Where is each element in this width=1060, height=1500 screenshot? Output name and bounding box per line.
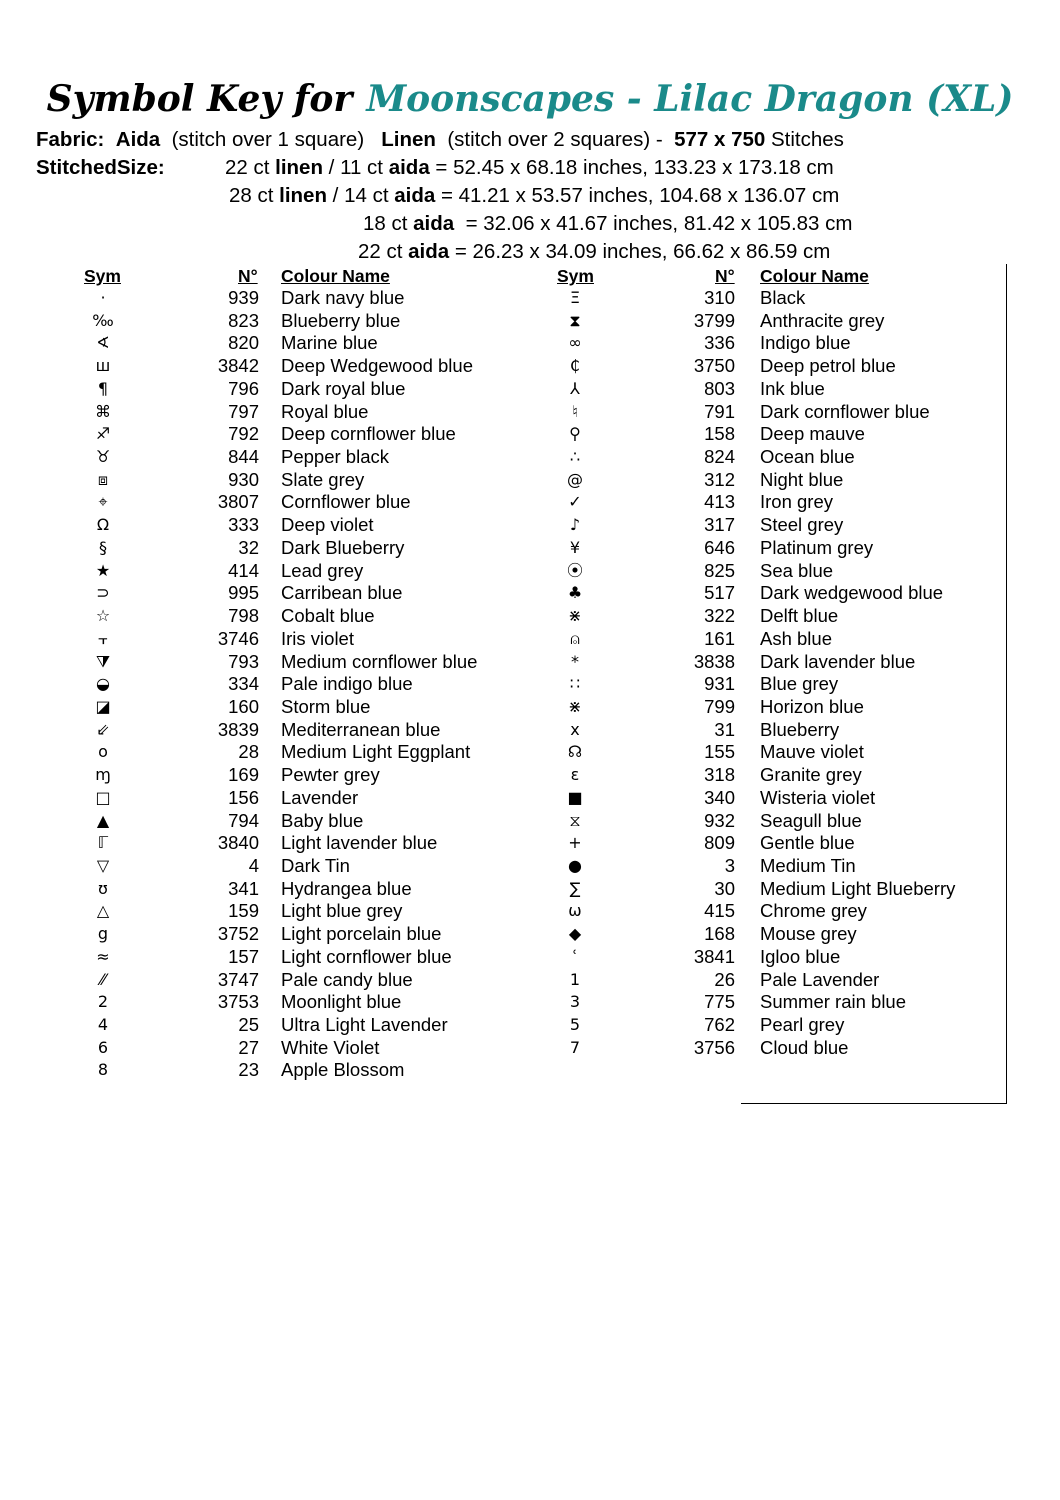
colour-name: Moonlight blue bbox=[281, 991, 402, 1013]
colour-name: Pewter grey bbox=[281, 764, 380, 786]
stitched-size-line: 28 ct linen / 14 ct aida = 41.21 x 53.57 inches, 104.68 x 136.07 cm bbox=[229, 184, 840, 207]
dmc-number: 796 bbox=[228, 377, 259, 399]
symbol-glyph: ɛ bbox=[570, 765, 580, 785]
colour-name: Seagull blue bbox=[760, 809, 862, 831]
header-num-right: N° bbox=[715, 266, 735, 286]
colour-name: Medium cornflower blue bbox=[281, 650, 478, 672]
symbol-glyph: ◪ bbox=[95, 696, 111, 716]
stitched-size-label bbox=[36, 155, 165, 181]
symbol-glyph: g bbox=[97, 924, 109, 944]
stitched-size-line: 18 ct aida = 32.06 x 41.67 inches, 81.42 x 105.83 cm bbox=[363, 212, 853, 235]
colour-name: Light lavender blue bbox=[281, 832, 438, 854]
colour-name: Medium Light Blueberry bbox=[760, 877, 956, 899]
symbol-glyph: @ bbox=[567, 469, 583, 489]
symbol-glyph: ∷ bbox=[569, 674, 581, 694]
symbol-glyph: ● bbox=[568, 855, 582, 875]
symbol-glyph: ¶ bbox=[97, 378, 109, 398]
dmc-number: 30 bbox=[714, 877, 735, 899]
symbol-glyph: ⍝ bbox=[570, 628, 580, 648]
dmc-number: 157 bbox=[228, 945, 259, 967]
pattern-name: Moonscapes - Lilac Dragon (XL) bbox=[366, 78, 1014, 120]
colour-name: White Violet bbox=[281, 1036, 380, 1058]
symbol-glyph: 7 bbox=[569, 1037, 581, 1057]
symbol-glyph: 8 bbox=[97, 1060, 109, 1080]
symbol-glyph: ≈ bbox=[96, 946, 110, 966]
colour-name: Igloo blue bbox=[760, 945, 841, 967]
symbol-glyph: 1 bbox=[569, 969, 581, 989]
table-bottom-border bbox=[741, 1103, 1007, 1104]
dmc-number: 820 bbox=[228, 332, 259, 354]
colour-name: Chrome grey bbox=[760, 900, 867, 922]
dmc-number: 794 bbox=[228, 809, 259, 831]
dmc-number: 318 bbox=[704, 764, 735, 786]
dmc-number: 333 bbox=[228, 514, 259, 536]
colour-name: Light blue grey bbox=[281, 900, 403, 922]
dmc-number: 932 bbox=[704, 809, 735, 831]
dmc-number: 797 bbox=[228, 400, 259, 422]
fabric-aida: Aida bbox=[115, 128, 161, 151]
dmc-number: 930 bbox=[228, 468, 259, 490]
symbol-glyph: ‰ bbox=[92, 310, 114, 330]
dmc-number: 155 bbox=[704, 741, 735, 763]
fabric-linen: Linen bbox=[381, 128, 436, 151]
colour-name: Carribean blue bbox=[281, 582, 403, 604]
symbol-glyph: ℾ bbox=[97, 833, 109, 853]
dmc-number: 156 bbox=[228, 786, 259, 808]
colour-name: Deep mauve bbox=[760, 423, 865, 445]
dmc-number: 3840 bbox=[217, 832, 259, 854]
colour-name: Storm blue bbox=[281, 695, 371, 717]
dmc-number: 825 bbox=[704, 559, 735, 581]
colour-name: Ocean blue bbox=[760, 446, 855, 468]
symbol-glyph: ⋇ bbox=[568, 696, 582, 716]
colour-name: Slate grey bbox=[281, 468, 365, 490]
symbol-glyph: ш bbox=[95, 356, 111, 376]
dmc-number: 844 bbox=[228, 446, 259, 468]
symbol-glyph: ⧈ bbox=[97, 469, 109, 489]
symbol-glyph: ⋇ bbox=[568, 606, 582, 626]
dmc-number: 809 bbox=[704, 832, 735, 854]
symbol-glyph: ⚲ bbox=[569, 424, 581, 444]
symbol-glyph: ⌖ bbox=[98, 492, 108, 512]
colour-name: Dark Tin bbox=[281, 854, 350, 876]
symbol-glyph: ♪ bbox=[569, 515, 581, 535]
symbol-glyph: ⅄ bbox=[570, 378, 580, 398]
colour-name: Delft blue bbox=[760, 605, 839, 627]
dmc-number: 3838 bbox=[693, 650, 735, 672]
dmc-number: 310 bbox=[704, 287, 735, 308]
dmc-number: 158 bbox=[704, 423, 735, 445]
colour-name: Pale Lavender bbox=[760, 968, 880, 990]
colour-name: Ash blue bbox=[760, 627, 832, 649]
dmc-number: 3756 bbox=[693, 1036, 735, 1058]
dmc-number: 336 bbox=[704, 332, 735, 354]
symbol-glyph: 6 bbox=[97, 1037, 109, 1057]
stitch-count-label: Stitches bbox=[770, 128, 844, 151]
table-right-border bbox=[1006, 264, 1007, 1104]
colour-name: Dark cornflower blue bbox=[760, 400, 930, 422]
dmc-number: 824 bbox=[704, 446, 735, 468]
colour-name: Pepper black bbox=[281, 446, 389, 468]
colour-name: Indigo blue bbox=[760, 332, 851, 354]
dmc-number: 939 bbox=[228, 287, 259, 308]
fabric-label: Fabric: bbox=[36, 128, 105, 151]
symbol-glyph: ✓ bbox=[568, 492, 582, 512]
symbol-glyph: ▽ bbox=[96, 855, 110, 875]
colour-name: Horizon blue bbox=[760, 695, 864, 717]
dmc-number: 646 bbox=[704, 536, 735, 558]
dmc-number: 3752 bbox=[217, 923, 259, 945]
dmc-number: 3841 bbox=[693, 945, 735, 967]
colour-name: Anthracite grey bbox=[760, 309, 885, 331]
symbol-glyph: ʊ bbox=[98, 878, 108, 898]
colour-name: Dark wedgewood blue bbox=[760, 582, 944, 604]
symbol-glyph: ◒ bbox=[96, 674, 110, 694]
dmc-number: 798 bbox=[228, 605, 259, 627]
colour-name: Wisteria violet bbox=[760, 786, 876, 808]
colour-name: Deep cornflower blue bbox=[281, 423, 456, 445]
symbol-glyph: ⧖ bbox=[569, 810, 581, 830]
symbol-glyph: + bbox=[568, 833, 582, 853]
colour-name: Apple Blossom bbox=[281, 1059, 405, 1081]
dmc-number: 792 bbox=[228, 423, 259, 445]
symbol-glyph: ω bbox=[568, 901, 582, 921]
dmc-number: 26 bbox=[714, 968, 735, 990]
symbol-glyph: ■ bbox=[567, 787, 583, 807]
colour-name: Iris violet bbox=[281, 627, 354, 649]
symbol-glyph: Ξ bbox=[569, 288, 581, 307]
symbol-glyph: ⧩ bbox=[95, 651, 111, 671]
colour-name: Deep petrol blue bbox=[760, 355, 896, 377]
dmc-number: 775 bbox=[704, 991, 735, 1013]
colour-name: Platinum grey bbox=[760, 536, 874, 558]
dmc-number: 3753 bbox=[217, 991, 259, 1013]
dmc-number: 161 bbox=[704, 627, 735, 649]
symbol-glyph: · bbox=[100, 288, 106, 307]
dmc-number: 317 bbox=[704, 514, 735, 536]
symbol-glyph: ⧗ bbox=[569, 310, 581, 330]
colour-name: Mediterranean blue bbox=[281, 718, 441, 740]
symbol-glyph: 5 bbox=[569, 1015, 581, 1034]
dmc-number: 415 bbox=[704, 900, 735, 922]
symbol-glyph: ♐ bbox=[95, 424, 111, 444]
symbol-glyph: ¥ bbox=[569, 537, 581, 557]
stitched-size-line: 22 ct linen / 11 ct aida = 52.45 x 68.18 inches, 133.23 x 173.18 cm bbox=[225, 156, 834, 179]
dmc-number: 799 bbox=[704, 695, 735, 717]
symbol-glyph: ∑ bbox=[569, 878, 581, 898]
symbol-glyph: ɱ bbox=[95, 765, 111, 785]
symbol-glyph: x bbox=[570, 719, 580, 739]
symbol-glyph: 2 bbox=[97, 992, 109, 1012]
dmc-number: 3799 bbox=[693, 309, 735, 331]
symbol-glyph: ⁄⁄ bbox=[100, 969, 106, 989]
symbol-glyph: ♣ bbox=[567, 583, 583, 603]
colour-name: Night blue bbox=[760, 468, 844, 490]
colour-name: Pearl grey bbox=[760, 1014, 845, 1035]
dmc-number: 334 bbox=[228, 673, 259, 695]
colour-name: Deep violet bbox=[281, 514, 374, 536]
fabric-aida-note: (stitch over 1 square) bbox=[171, 128, 365, 151]
colour-name: Royal blue bbox=[281, 400, 369, 422]
colour-name: Dark royal blue bbox=[281, 377, 406, 399]
colour-name: Deep Wedgewood blue bbox=[281, 355, 473, 377]
dmc-number: 322 bbox=[704, 605, 735, 627]
colour-name: Lead grey bbox=[281, 559, 364, 581]
page-title bbox=[0, 74, 1060, 124]
symbol-glyph: ⦿ bbox=[566, 560, 583, 580]
symbol-glyph: ₵ bbox=[569, 356, 581, 376]
dmc-number: 27 bbox=[238, 1036, 259, 1058]
colour-name: Light porcelain blue bbox=[281, 923, 442, 945]
symbol-glyph: ∞ bbox=[568, 333, 582, 353]
colour-name: Iron grey bbox=[760, 491, 834, 513]
symbol-glyph: ʿ bbox=[572, 946, 578, 966]
colour-name: Summer rain blue bbox=[760, 991, 907, 1013]
fabric-linen-note: (stitch over 2 squares) - bbox=[447, 128, 663, 151]
colour-name: Sea blue bbox=[760, 559, 834, 581]
dmc-number: 340 bbox=[704, 786, 735, 808]
stitch-count: 577 x 750 bbox=[674, 128, 766, 151]
symbol-glyph: ♉ bbox=[95, 447, 111, 467]
colour-name: Granite grey bbox=[760, 764, 862, 786]
colour-name: Dark Blueberry bbox=[281, 536, 405, 558]
dmc-number: 3 bbox=[724, 854, 735, 876]
colour-name: Hydrangea blue bbox=[281, 877, 412, 899]
title-lead: Symbol Key for bbox=[46, 78, 353, 120]
colour-name: Gentle blue bbox=[760, 832, 855, 854]
colour-name: Lavender bbox=[281, 786, 359, 808]
colour-name: Light cornflower blue bbox=[281, 945, 452, 967]
dmc-number: 414 bbox=[228, 559, 259, 581]
header-name-left: Colour Name bbox=[281, 266, 390, 286]
dmc-number: 823 bbox=[228, 309, 259, 331]
symbol-glyph: ⌘ bbox=[95, 401, 111, 421]
symbol-glyph: ★ bbox=[95, 560, 111, 580]
dmc-number: 791 bbox=[704, 400, 735, 422]
header-name-right: Colour Name bbox=[760, 266, 869, 286]
colour-name: Medium Light Eggplant bbox=[281, 741, 471, 763]
symbol-glyph: 3 bbox=[569, 992, 581, 1012]
dmc-number: 28 bbox=[238, 741, 259, 763]
dmc-number: 3750 bbox=[693, 355, 735, 377]
symbol-glyph: ▲ bbox=[96, 810, 110, 830]
symbol-glyph: ☆ bbox=[95, 606, 111, 626]
colour-name: Dark lavender blue bbox=[760, 650, 916, 672]
colour-name: Marine blue bbox=[281, 332, 378, 354]
symbol-glyph: Ω bbox=[96, 515, 110, 535]
dmc-number: 3807 bbox=[217, 491, 259, 513]
dmc-number: 23 bbox=[238, 1059, 259, 1081]
symbol-glyph: ∴ bbox=[569, 447, 581, 467]
colour-name: Dark navy blue bbox=[281, 287, 405, 308]
colour-name: Steel grey bbox=[760, 514, 844, 536]
stitched-size-label-text: StitchedSize: bbox=[36, 156, 165, 179]
colour-name: Black bbox=[760, 287, 806, 308]
colour-name: Cornflower blue bbox=[281, 491, 411, 513]
symbol-glyph: § bbox=[99, 537, 107, 557]
symbol-glyph: ♮ bbox=[572, 401, 578, 421]
symbol-glyph: 4 bbox=[97, 1015, 109, 1034]
dmc-number: 312 bbox=[704, 468, 735, 490]
dmc-number: 160 bbox=[228, 695, 259, 717]
symbol-glyph: ∢ bbox=[96, 333, 110, 353]
symbol-glyph: ◆ bbox=[568, 924, 582, 944]
dmc-number: 341 bbox=[228, 877, 259, 899]
stitched-size-line: 22 ct aida = 26.23 x 34.09 inches, 66.62 x 86.59 cm bbox=[358, 240, 831, 263]
dmc-number: 25 bbox=[238, 1014, 259, 1035]
colour-name: Pale candy blue bbox=[281, 968, 413, 990]
symbol-glyph: □ bbox=[95, 787, 111, 807]
colour-name: Blueberry blue bbox=[281, 309, 401, 331]
header-sym-right: Sym bbox=[557, 266, 594, 286]
header-num-left: N° bbox=[238, 266, 258, 286]
dmc-number: 3839 bbox=[217, 718, 259, 740]
dmc-number: 413 bbox=[704, 491, 735, 513]
fabric-line bbox=[36, 127, 844, 153]
dmc-number: 168 bbox=[704, 923, 735, 945]
colour-name: Ink blue bbox=[760, 377, 825, 399]
colour-name: Pale indigo blue bbox=[281, 673, 413, 695]
colour-name: Blueberry bbox=[760, 718, 840, 740]
colour-name: Mauve violet bbox=[760, 741, 864, 763]
colour-name: Cloud blue bbox=[760, 1036, 849, 1058]
dmc-number: 169 bbox=[228, 764, 259, 786]
dmc-number: 159 bbox=[228, 900, 259, 922]
dmc-number: 3842 bbox=[217, 355, 259, 377]
colour-name: Blue grey bbox=[760, 673, 839, 695]
dmc-number: 32 bbox=[238, 536, 259, 558]
dmc-number: 3747 bbox=[217, 968, 259, 990]
dmc-number: 995 bbox=[228, 582, 259, 604]
colour-name: Medium Tin bbox=[760, 854, 856, 876]
dmc-number: 3746 bbox=[217, 627, 259, 649]
colour-name: Cobalt blue bbox=[281, 605, 375, 627]
symbol-glyph: ⊃ bbox=[96, 583, 110, 603]
dmc-number: 931 bbox=[704, 673, 735, 695]
dmc-number: 31 bbox=[714, 718, 735, 740]
dmc-number: 517 bbox=[704, 582, 735, 604]
symbol-glyph: ⫟ bbox=[98, 628, 108, 648]
dmc-number: 793 bbox=[228, 650, 259, 672]
colour-name: Baby blue bbox=[281, 809, 364, 831]
symbol-glyph: ⇙ bbox=[96, 719, 110, 739]
colour-name: Mouse grey bbox=[760, 923, 857, 945]
symbol-glyph: ☊ bbox=[567, 742, 583, 762]
colour-name: Ultra Light Lavender bbox=[281, 1014, 448, 1035]
symbol-glyph: * bbox=[571, 651, 579, 671]
header-sym-left: Sym bbox=[84, 266, 121, 286]
symbol-glyph: o bbox=[98, 742, 108, 762]
dmc-number: 803 bbox=[704, 377, 735, 399]
symbol-glyph: △ bbox=[96, 901, 110, 921]
dmc-number: 762 bbox=[704, 1014, 735, 1035]
dmc-number: 4 bbox=[248, 854, 259, 876]
